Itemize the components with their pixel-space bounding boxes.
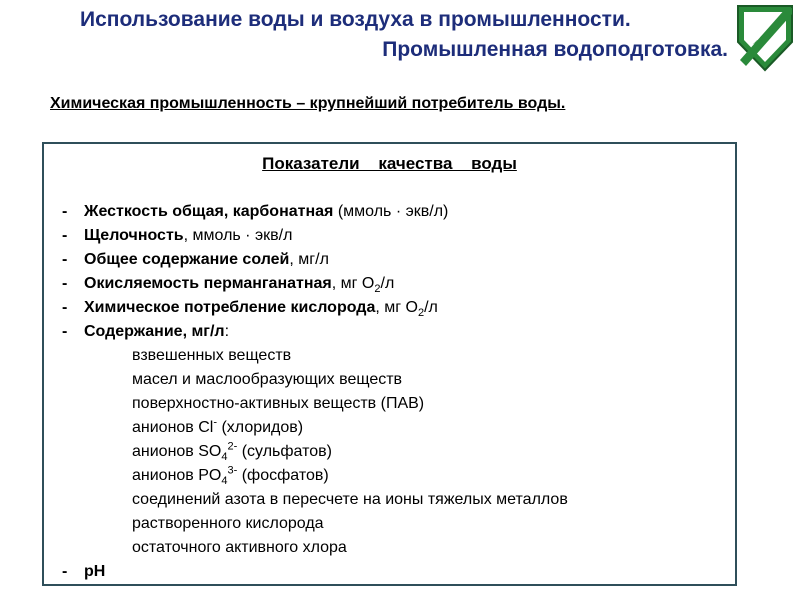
svg-text:ТвГТУ: ТвГТУ (751, 23, 778, 50)
list-item: - pH (62, 563, 106, 580)
sub-item: анионов $SO_4^{2-}$ (сульфатов) (132, 440, 332, 464)
sub-item: соединений азота в пересчете на ионы тяжелых металлов (132, 491, 568, 508)
box-title: Показатели качества воды (262, 154, 517, 173)
sub-item: анионов Cl- (хлоридов) (132, 416, 304, 436)
sub-item: взвешенных веществ (132, 347, 292, 364)
slide-title-line-1: Использование воды и воздуха в промышленности. (80, 8, 631, 31)
slide-title-line-2: Промышленная водоподготовка. (382, 38, 728, 61)
sub-item: поверхностно-активных веществ (ПАВ) (132, 395, 425, 412)
sub-item: растворенного кислорода (132, 515, 324, 532)
list-item: - Общее содержание солей, мг/л (62, 251, 329, 268)
list-item: - Жесткость общая, карбонатная (ммоль · экв/л) (62, 203, 449, 220)
sub-item: остаточного активного хлора (132, 539, 347, 556)
sub-item: анионов $PO_4^{3-}$ (фосфатов) (132, 464, 329, 488)
slide-subtitle: Химическая промышленность – крупнейший потребитель воды. (50, 95, 566, 112)
quality-indicators-box (42, 142, 737, 586)
sub-item: масел и маслообразующих веществ (132, 371, 403, 388)
list-item: - Щелочность, ммоль · экв/л (62, 227, 293, 244)
list-item: - Химическое потребление кислорода, мг $О_2/л$ (62, 299, 438, 320)
list-item: - Содержание, мг/л: (62, 323, 230, 340)
university-logo (734, 2, 796, 74)
list-item: - Окисляемость перманганатная, мг $О_2/л$ (62, 275, 395, 296)
